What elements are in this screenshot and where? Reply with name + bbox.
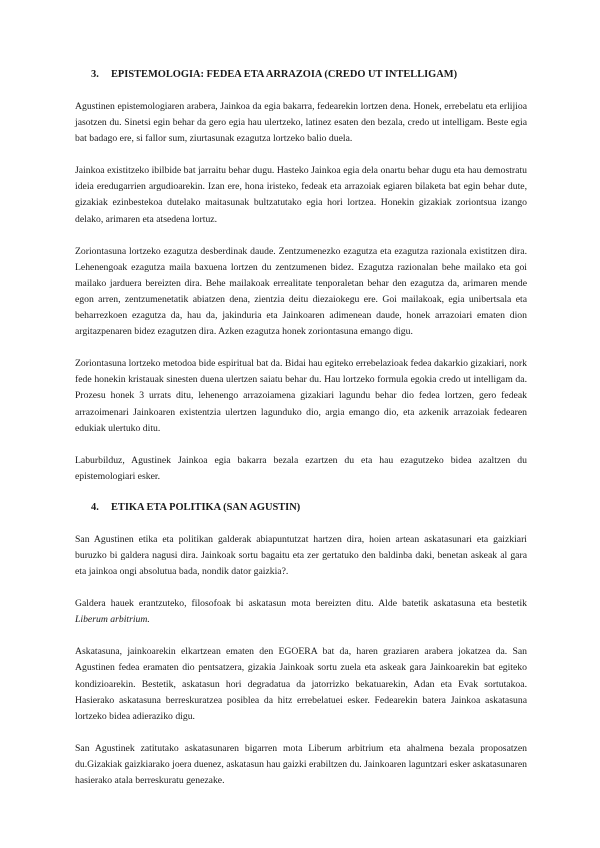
- document-body: [75, 68, 527, 805]
- section-3-paragraph-3: Zoriontasuna lortzeko ezagutza desberdinak daude. Zentzumenezko ezagutza eta ezagutza razionala existitzen dira. Lehenengoak ezagutza maila baxuena lortzen du zentzumenen bidez. Ezagutza razionalan behe mailako eta goi mailako jarduera bereizten dira. Behe mailakoak errealitate tenporaletan behar den ezagutza da, arimaren mende egon arren, zentzumenetatik abiatzen dena, zientzia deitu diezaiokegu ere. Goi mailakoak, egia unibertsala eta beharrezkoen ezagutza da, hau da, jakinduria eta Jainkoaren adimenean daude, honek arrazoiari ematen dion argitazpenaren bidez ezagutzen dira. Azken ezagutza honek zoriontasuna emango digu.: [75, 245, 527, 338]
- section-4-heading: [91, 501, 527, 515]
- section-3-paragraph-2: Jainkoa existitzeko ibilbide bat jarraitu behar dugu. Hasteko Jainkoa egia dela onartu behar dugu eta hau demostratu ideia eredugarrien argudioarekin. Izan ere, hona iristeko, fedeak eta arrazoiak egiaren bilaketa bat egin behar dute, gizakiak ezinbestekoa dutelako maitasunak bultzatutako egia hori lortzea. Honekin gizakiak zoriontsua izango delako, arimaren eta atsedena lortuz.: [75, 165, 527, 225]
- emphasis-term: Liberum arbitrium.: [75, 614, 150, 626]
- section-3-paragraph-5: Laburbilduz, Agustinek Jainkoa egia bakarra bezala ezartzen du eta hau ezagutzeko bidea azaltzen du epistemologiari esker.: [75, 454, 527, 482]
- section-4-paragraph-4: San Agustinek zatitutako askatasunaren bigarren mota Liberum arbitrium eta ahalmena bezala proposatzen du.Gizakiak gaizkiarako joera duenez, askatasun hau gaizki erabiltzen du. Jainkoaren laguntzari esker askatasunaren hasierako atala berreskuratu genezake.: [75, 742, 527, 786]
- section-4-number: 4.: [91, 501, 99, 513]
- section-3-heading: [91, 68, 527, 82]
- section-4-paragraph-1: San Agustinen etika eta politikan galderak abiapuntutzat hartzen dira, hoien artean askatasunari eta gaizkiari buruzko bi galdera nagusi dira. Jainkoak sortu bagaitu eta zer gertatuko den baldinba daki, benetan askeak al gara eta jainkoa ongi absolutua bada, nondik dator gaizkia?.: [75, 533, 527, 578]
- section-4-paragraph-2: [75, 596, 527, 628]
- section-4-paragraph-2-text: Galdera hauek erantzuteko, filosofoak bi askatasun mota bereizten ditu. Alde batetik askatasuna eta bestetik: [75, 598, 527, 610]
- section-3-number: 3.: [91, 69, 99, 80]
- section-3-title: EPISTEMOLOGIA: FEDEA ETA ARRAZOIA (CREDO UT INTELLIGAM): [111, 69, 458, 80]
- section-3-paragraph-4: Zoriontasuna lortzeko metodoa bide espiritual bat da. Bidai hau egiteko errebelazioak fedea dakarkio gizakiari, nork fede honekin kristauak sinesten duena ulertzen saiatu behar du. Hau lortzeko formula egokia credo ut intelligam da. Prozesu honek 3 urrats ditu, lehenengo arrazoiamena gizakiari lagundu behar dio fedea lortzen, gero fedeak arrazoimenari Jainkoaren existentzia ulertzen lagunduko dio, argia emango dio, eta azkenik arrazoiak fedearen edukiak ulertuko ditu.: [75, 358, 527, 434]
- section-4-paragraph-3: Askatasuna, jainkoarekin elkartzean ematen den EGOERA bat da, haren graziaren arabera jokatzea da. San Agustinen fedea eramaten dio pentsatzera, gizakia Jainkoak sortu zuela eta askeak gara Jainkoarekin bat egiteko kondizioarekin. Bestetik, askatasun hori degradatua da jatorrizko bekatuarekin, Adan eta Evak sortutakoa. Hasierako askatasuna berreskuratzea posiblea da hitz errebelatuei esker. Fedearekin batera Jainkoa askatasuna lortzeko bidea adieraziko digu.: [75, 646, 527, 722]
- section-3-paragraph-1: Agustinen epistemologiaren arabera, Jainkoa da egia bakarra, fedearekin lortzen dena. Honek, errebelatu eta erlijioa jasotzen du. Sinetsi egin behar da gero egia hau ulertzeko, latinez esaten den bezala, credo ut intelligam. Beste egia bat badago ere, si fallor sum, ziurtasunak ezagutza lortzeko balio duela.: [75, 101, 527, 145]
- section-4-title: ETIKA ETA POLITIKA (SAN AGUSTIN): [111, 501, 301, 513]
